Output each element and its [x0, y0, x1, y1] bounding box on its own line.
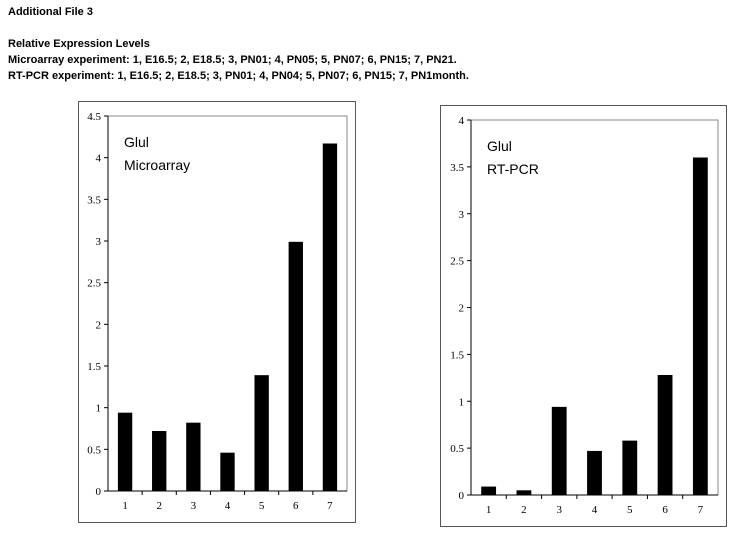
microarray-bar-3 [186, 423, 200, 491]
rtpcr-y-tick-label: 0 [458, 490, 464, 502]
microarray-chart [79, 102, 355, 522]
microarray-y-tick-label: 2.5 [87, 277, 101, 290]
microarray-annotation-1: Microarray [124, 157, 191, 173]
rtpcr-y-tick-label: 0.5 [450, 443, 464, 456]
microarray-y-tick-label: 4 [95, 152, 101, 165]
microarray-annotation-0: Glul [124, 134, 149, 150]
rtpcr-legend: RT-PCR experiment: 1, E16.5; 2, E18.5; 3, PN01; 4, PN04; 5, PN07; 6, PN15; 7, PN1month. [8, 70, 469, 82]
rtpcr-x-tick-label: 7 [697, 504, 704, 516]
rtpcr-x-tick-label: 5 [627, 504, 633, 516]
microarray-x-tick-label: 3 [190, 500, 197, 512]
microarray-x-tick-label: 6 [293, 500, 299, 512]
microarray-x-tick-label: 1 [122, 500, 128, 512]
rtpcr-bar-4 [587, 451, 602, 495]
figure-header [8, 4, 469, 84]
rtpcr-bar-3 [552, 407, 567, 495]
rtpcr-x-tick-label: 1 [485, 504, 492, 516]
rtpcr-annotation-0: Glul [487, 138, 512, 154]
microarray-x-tick-label: 4 [224, 500, 231, 512]
microarray-bar-4 [220, 453, 234, 491]
rtpcr-chart [441, 106, 726, 526]
microarray-y-tick-label: 3 [95, 236, 101, 248]
microarray-y-tick-label: 0 [95, 486, 101, 498]
rtpcr-x-tick-label: 2 [521, 504, 527, 516]
microarray-x-tick-label: 7 [327, 500, 333, 512]
figure-subtitle: Relative Expression Levels [8, 38, 150, 50]
microarray-y-tick-label: 3.5 [87, 194, 101, 207]
rtpcr-y-tick-label: 1.5 [450, 349, 464, 362]
rtpcr-chart-panel [440, 105, 727, 527]
rtpcr-y-tick-label: 4 [458, 115, 464, 127]
rtpcr-bar-2 [517, 490, 532, 495]
microarray-bar-6 [289, 242, 303, 491]
microarray-y-tick-label: 0.5 [87, 444, 101, 457]
microarray-chart-panel [78, 101, 356, 523]
microarray-y-tick-label: 4.5 [87, 111, 101, 123]
microarray-bar-7 [323, 144, 337, 492]
microarray-bar-2 [152, 431, 166, 491]
microarray-y-tick-label: 1.5 [87, 361, 101, 373]
microarray-x-tick-label: 2 [156, 500, 162, 512]
file-title: Additional File 3 [8, 6, 93, 18]
rtpcr-x-tick-label: 4 [591, 504, 598, 516]
microarray-x-tick-label: 5 [258, 500, 265, 512]
rtpcr-y-tick-label: 1 [458, 396, 464, 409]
rtpcr-y-tick-label: 2 [458, 302, 464, 315]
rtpcr-bar-7 [693, 158, 708, 496]
rtpcr-y-tick-label: 2.5 [450, 255, 464, 268]
microarray-y-tick-label: 1 [95, 402, 101, 415]
rtpcr-bar-5 [622, 441, 637, 495]
rtpcr-annotation-1: RT-PCR [487, 161, 539, 177]
microarray-bar-5 [254, 375, 268, 491]
rtpcr-x-tick-label: 3 [556, 504, 562, 516]
microarray-y-tick-label: 2 [95, 319, 101, 332]
rtpcr-bar-6 [658, 375, 673, 495]
microarray-legend: Microarray experiment: 1, E16.5; 2, E18.5; 3, PN01; 4, PN05; 5, PN07; 6, PN15; 7, PN21. [8, 54, 457, 66]
microarray-bar-1 [118, 413, 132, 491]
rtpcr-bar-1 [481, 487, 496, 495]
rtpcr-y-tick-label: 3 [458, 208, 464, 221]
rtpcr-x-tick-label: 6 [662, 504, 668, 516]
rtpcr-y-tick-label: 3.5 [450, 161, 464, 174]
